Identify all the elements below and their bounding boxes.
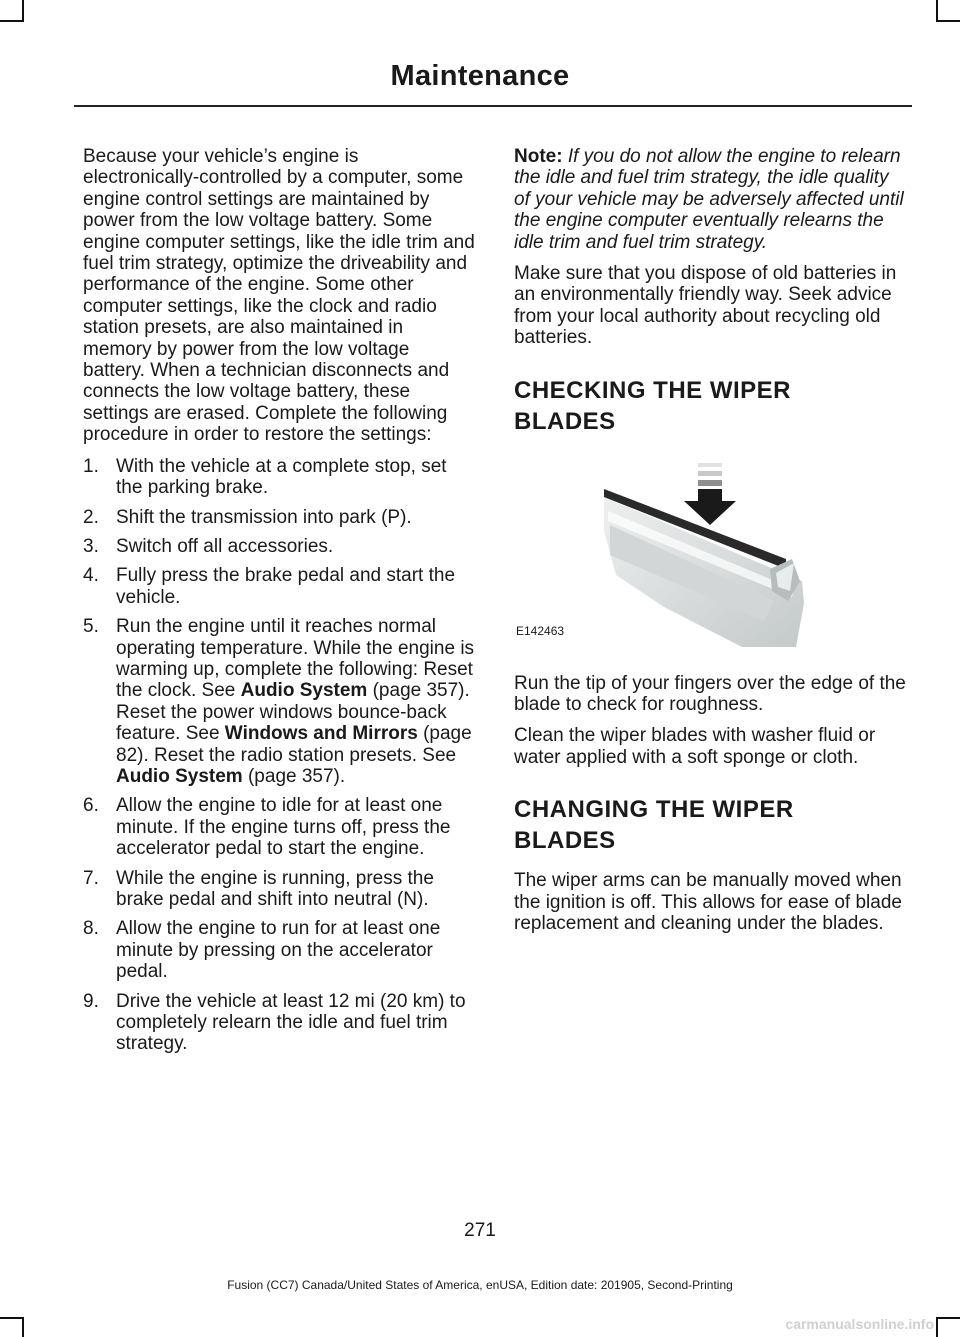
step-text: Drive the vehicle at least 12 mi (20 km) to completely relearn the idle and fuel trim strategy.: [116, 990, 466, 1055]
step-item: [83, 795, 475, 859]
step-text: Run the engine until it reaches normal operating temperature. While the engine is warming up, complete the following: Reset the clock. See: [116, 616, 475, 702]
crop-mark: [22, 1317, 24, 1337]
step-item: [83, 616, 475, 787]
step-item: [83, 868, 475, 911]
step-text: Fully press the brake pedal and start the vehicle.: [116, 565, 456, 608]
step-number: 3.: [83, 535, 99, 557]
change-paragraph-1: The wiper arms can be manually moved when the ignition is off. This allows for ease of blade replacement and cleaning under the blades.: [514, 870, 902, 935]
step-item: [83, 565, 475, 608]
crop-mark: [936, 1317, 938, 1337]
check-paragraph-2: Clean the wiper blades with washer fluid or water applied with a soft sponge or cloth.: [514, 725, 876, 768]
step-number: 9.: [83, 990, 99, 1012]
crop-mark: [936, 1317, 960, 1319]
crop-mark: [936, 0, 938, 20]
xref-windows-and-mirrors[interactable]: Windows and Mirrors: [224, 723, 418, 745]
arrow-fade-bar: [698, 471, 722, 476]
step-item: [83, 918, 475, 982]
crop-mark: [22, 0, 24, 20]
step-text: Shift the transmission into park (P).: [116, 506, 412, 528]
wiper-blade-illustration: [514, 451, 814, 647]
right-column: [514, 146, 909, 945]
arrow-fade-bar: [698, 480, 722, 486]
page-title: Maintenance: [390, 60, 570, 92]
intro-paragraph: Because your vehicle’s engine is electronically-controlled by a computer, some engine control settings are maintained by power from the low voltage battery. Some engine computer settings, like the idle trim and fuel trim strategy, optimize the driveability and performance of the engine. Some other computer settings, like the clock and radio station presets, are also maintained in memory by power from the low voltage battery. When a technician disconnects and connects the low voltage battery, these settings are erased. Complete the following procedure in order to restore the settings:: [83, 146, 475, 446]
step-number: 6.: [83, 795, 99, 817]
note-text: If you do not allow the engine to relearn the idle and fuel trim strategy, the idle quality of your vehicle may be adversely affected until the engine computer eventually relearns the idle trim and fuel trim strategy.: [514, 146, 904, 253]
step-text: Switch off all accessories.: [116, 535, 334, 557]
step-text: Allow the engine to run for at least one minute by pressing on the accelerator pedal.: [116, 918, 441, 983]
down-arrow-icon: [684, 489, 736, 525]
watermark: carmanualsonline.info: [785, 1316, 934, 1332]
step-item: [83, 456, 475, 499]
crop-mark: [0, 1317, 24, 1319]
step-text: (page 82). Reset the radio station presets. See: [116, 723, 472, 766]
step-item: [83, 507, 475, 528]
step-number: 4.: [83, 565, 99, 587]
left-column: [83, 146, 475, 1063]
page-number: 271: [464, 1220, 496, 1241]
procedure-steps: [83, 456, 475, 1055]
step-number: 5.: [83, 616, 99, 638]
xref-audio-system[interactable]: Audio System: [116, 765, 243, 787]
crop-mark: [936, 20, 960, 22]
step-item: [83, 536, 475, 557]
xref-audio-system[interactable]: Audio System: [240, 680, 368, 702]
heading-changing-wiper-blades: CHANGING THE WIPER BLADES: [514, 796, 794, 855]
check-paragraph-1: Run the tip of your fingers over the edge of the blade to check for roughness.: [514, 672, 906, 716]
header-divider: [74, 105, 912, 107]
crop-mark: [0, 20, 24, 22]
figure-code: E142463: [516, 624, 565, 639]
step-number: 1.: [83, 455, 99, 477]
step-text: (page 357). Reset the power windows bounce-back feature. See: [116, 680, 470, 745]
edition-footer: Fusion (CC7) Canada/United States of America, enUSA, Edition date: 201905, Second-Printing: [227, 1278, 733, 1292]
step-text: Allow the engine to idle for at least one minute. If the engine turns off, press the accelerator pedal to start the engine.: [116, 795, 451, 860]
step-item: [83, 991, 475, 1055]
arrow-fade-bar: [698, 463, 722, 467]
note-label: Note:: [514, 146, 563, 167]
heading-checking-wiper-blades: CHECKING THE WIPER BLADES: [514, 376, 792, 435]
wiper-blade-figure: [514, 451, 814, 647]
note-paragraph: [514, 146, 909, 253]
step-text: (page 357).: [242, 765, 346, 787]
step-number: 2.: [83, 506, 99, 528]
step-text: With the vehicle at a complete stop, set the parking brake.: [116, 455, 447, 499]
step-number: 7.: [83, 867, 99, 889]
dispose-paragraph: Make sure that you dispose of old batteries in an environmentally friendly way. Seek advice from your local authority about recycling old batteries.: [514, 263, 897, 349]
step-text: While the engine is running, press the brake pedal and shift into neutral (N).: [116, 867, 434, 910]
step-number: 8.: [83, 918, 99, 940]
